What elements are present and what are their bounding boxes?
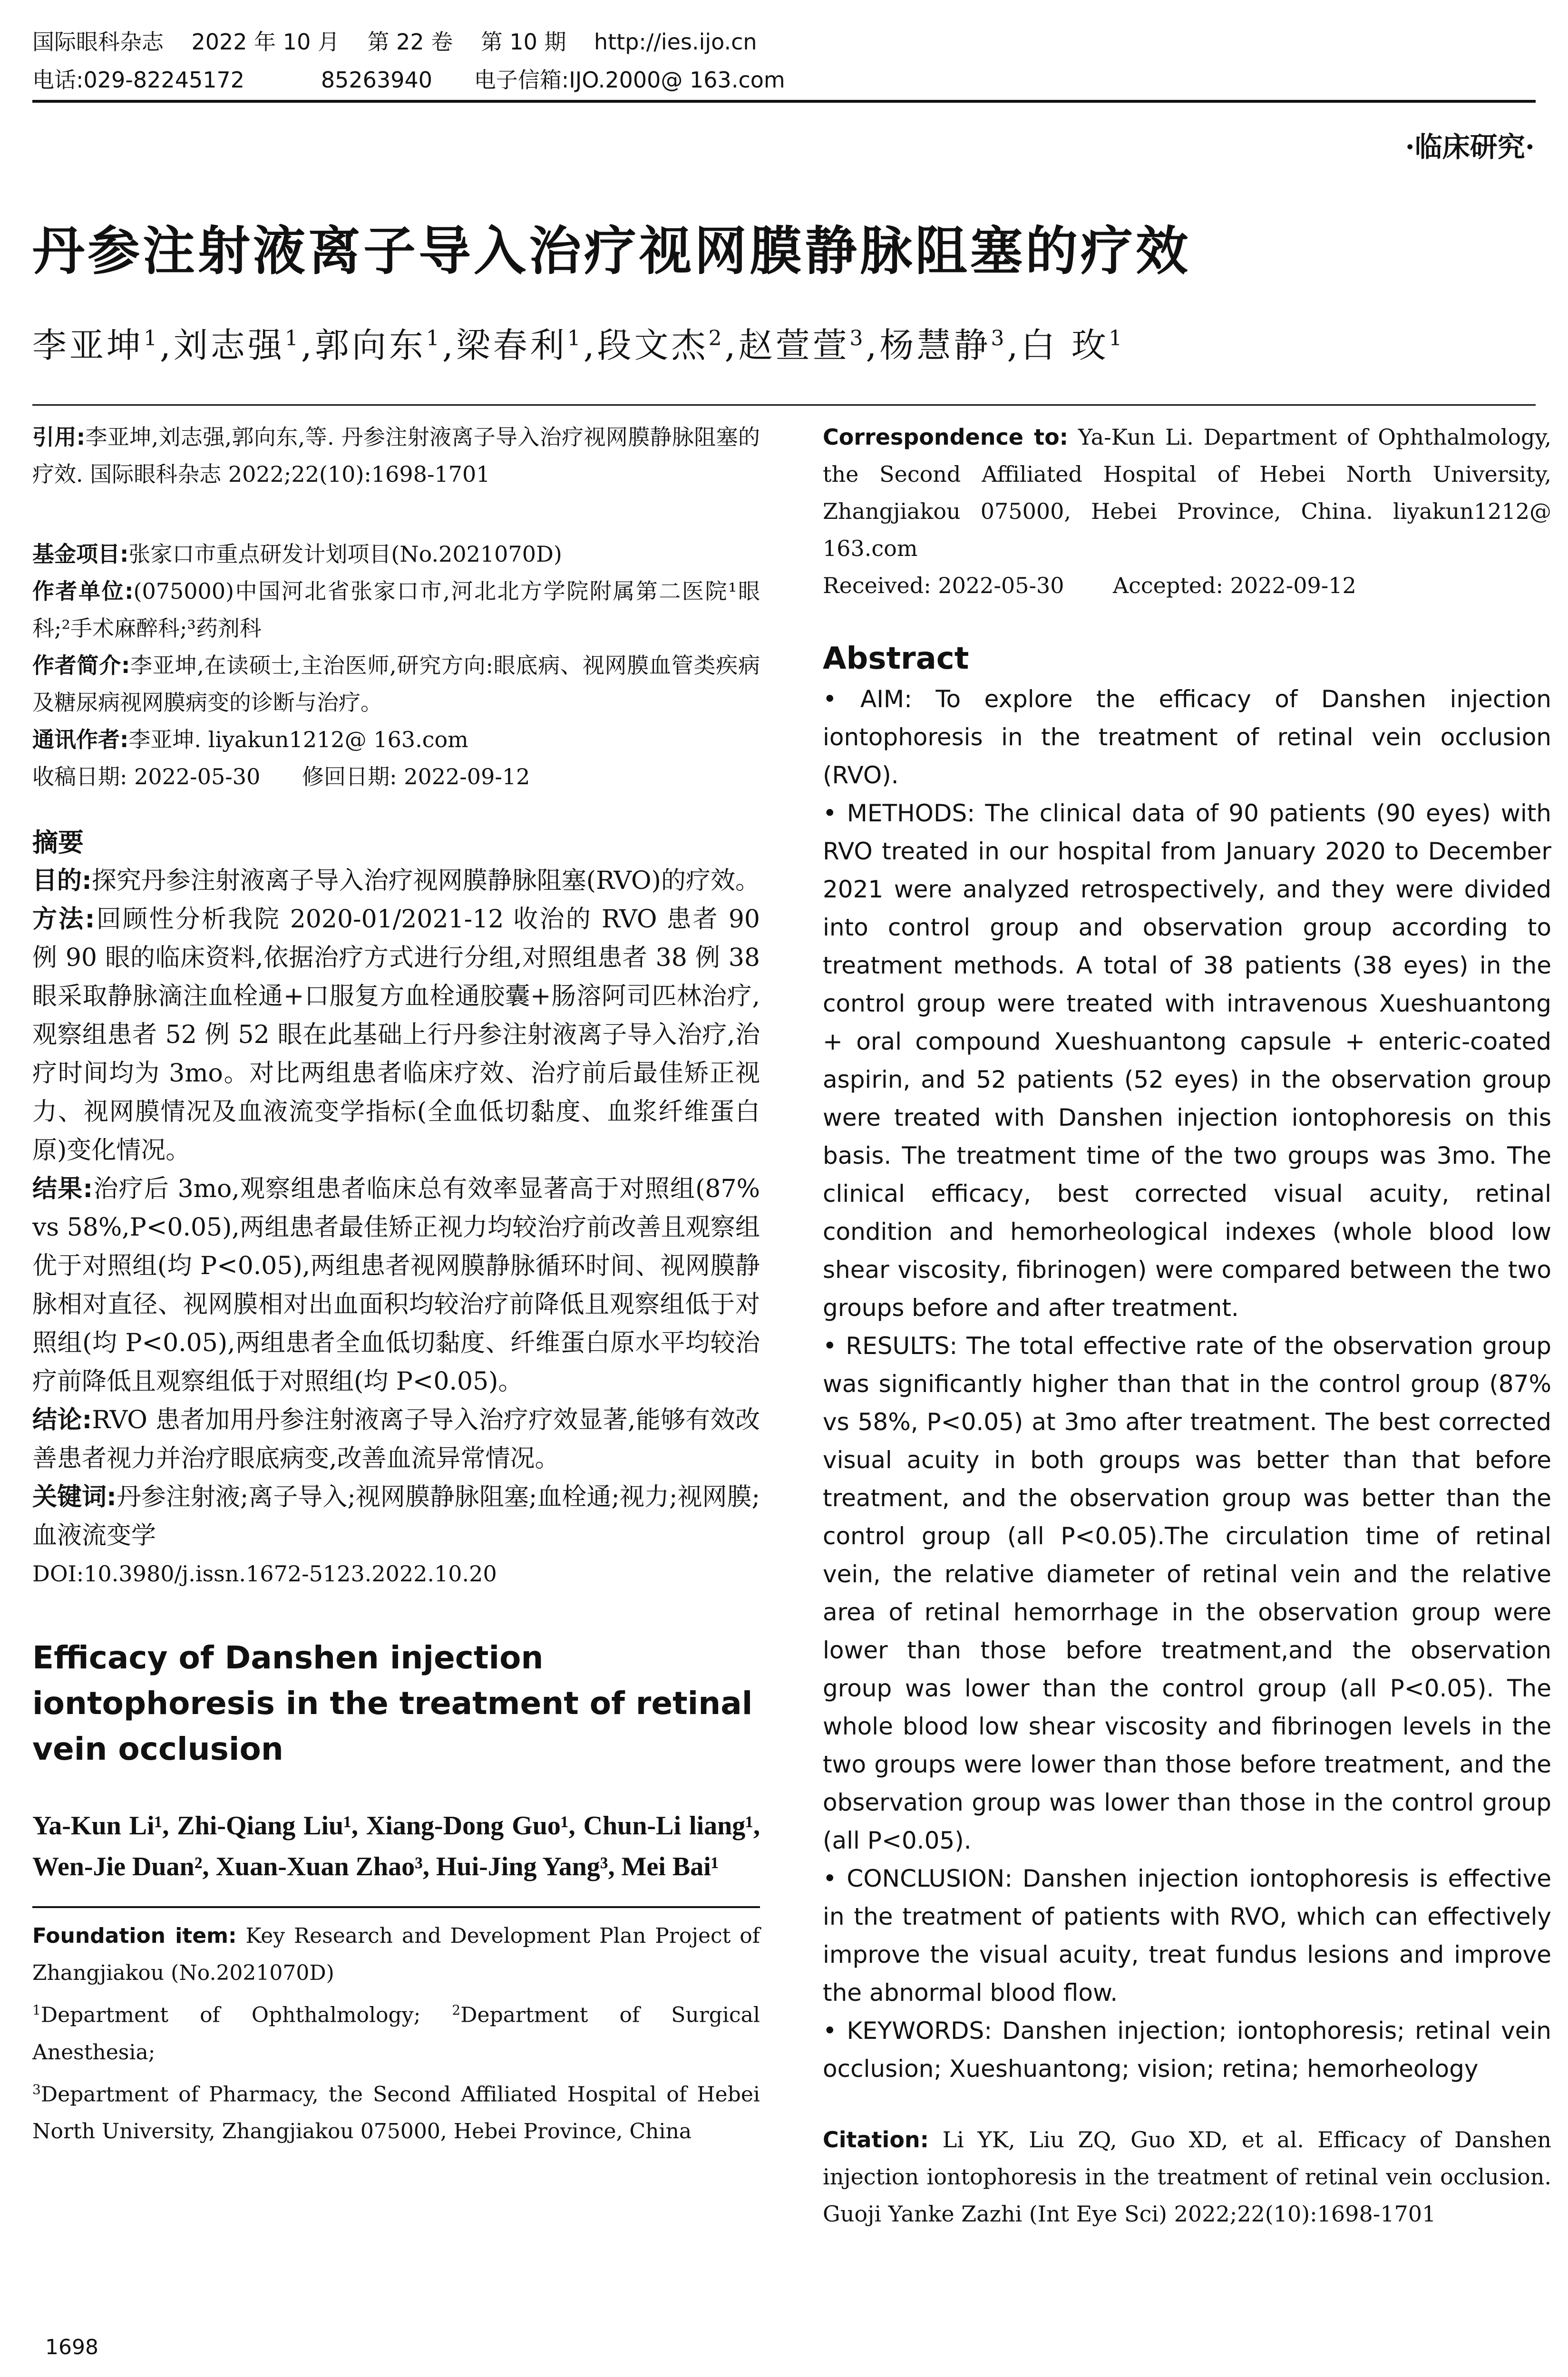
abstract-heading-en: Abstract (823, 641, 969, 676)
corresponding-author-cn (32, 721, 760, 758)
citation-cn-text: 李亚坤,刘志强,郭向东,等. 丹参注射液离子导入治疗视网膜静脉阻塞的疗效. 国际眼科杂志 2022;22(10):1698-1701 (32, 424, 760, 487)
author-list-cn (32, 318, 1125, 367)
abstract-heading-cn: 摘要 (32, 828, 84, 857)
article-title-en: Efficacy of Danshen injection iontophoresis in the treatment of retinal vein occlusion (32, 1639, 753, 1767)
section-tag: ·临床研究· (1405, 131, 1535, 163)
author-cn-name: 郭向东 (314, 325, 426, 365)
kw-cn-text: 丹参注射液;离子导入;视网膜静脉阻塞;血栓通;视力;视网膜;血液流变学 (32, 1483, 760, 1550)
author-cn-name: 段文杰 (597, 325, 709, 365)
corr-en-text: Ya-Kun Li. Department of Ophthalmology, the Second Affiliated Hospital of Hebei North University, Zhangjiakou 075000, Hebei Province, China. liyakun1212@ 163.com (823, 424, 1552, 561)
dates-en: Received: 2022-05-30 Accepted: 2022-09-12 (823, 573, 1356, 598)
results-cn-text: 治疗后 3mo,观察组患者临床总有效率显著高于对照组(87% vs 58%,P<0.05),两组患者最佳矫正视力均较治疗前改善且观察组优于对照组(均 P<0.05),两组患者视网膜静脉循环时间、视网膜静脉相对直径、视网膜相对出血面积均较治疗前降低且观察组低于对照组(均 P<0.05),两组患者全血低切黏度、纤维蛋白原水平均较治疗前降低且观察组低于对照组(均 P<0.05)。 (32, 1175, 760, 1396)
author-cn-affil-mark: 1 (284, 326, 301, 351)
methods-cn-text: 回顾性分析我院 2020-01/2021-12 收治的 RVO 患者 90 例 90 眼的临床资料,依据治疗方式进行分组,对照组患者 38 例 38 眼采取静脉滴注血栓通+口服复方血栓通胶囊+肠溶阿司匹林治疗,观察组患者 52 例 52 眼在此基础上行丹参注射液离子导入治疗,治疗时间均为 3mo。对比两组患者临床疗效、治疗前后最佳矫正视力、视网膜情况及血液流变学指标(全血低切黏度、血浆纤维蛋白原)变化情况。 (32, 905, 760, 1165)
concl-cn-label: 结论: (32, 1406, 92, 1434)
aim-cn-label: 目的: (32, 867, 92, 895)
abstract-conclusion-cn (32, 1401, 760, 1478)
fund-label: 基金项目: (32, 541, 129, 567)
affil-1: Department of Ophthalmology; (40, 2003, 452, 2027)
page-number: 1698 (45, 2335, 98, 2359)
abstract-methods-cn (32, 900, 760, 1170)
author-cn-separator: , (442, 325, 456, 365)
unit-label: 作者单位: (32, 578, 134, 604)
author-cn-name: 梁春利 (456, 325, 567, 365)
abstract-aim-en: • AIM: To explore the efficacy of Danshen injection iontophoresis in the treatment of retinal vein occlusion (RVO). (823, 685, 1551, 789)
author-cn-affil-mark: 2 (708, 326, 725, 351)
author-cn-affil-mark: 3 (849, 326, 866, 351)
author-cn-separator: , (160, 325, 174, 365)
author-cn-separator: , (866, 325, 880, 365)
author-cn-affil-mark: 1 (144, 326, 160, 351)
foundation-item (32, 1918, 760, 1992)
author-cn-affil-mark: 1 (426, 326, 442, 351)
dates-cn: 收稿日期: 2022-05-30 修回日期: 2022-09-12 (32, 764, 530, 789)
author-cn-name: 刘志强 (173, 325, 285, 365)
bio-text: 李亚坤,在读硕士,主治医师,研究方向:眼底病、视网膜血管类疾病及糖尿病视网膜病变的诊断与治疗。 (32, 653, 760, 715)
header-rule (32, 100, 1536, 103)
citation-en (823, 2121, 1551, 2232)
author-cn-affil-mark: 3 (991, 326, 1007, 351)
author-cn-separator: , (583, 325, 597, 365)
author-bio (32, 647, 760, 721)
author-cn-separator: , (724, 325, 739, 365)
author-cn-name: 李亚坤 (32, 325, 144, 365)
fund-item (32, 536, 760, 573)
foundation-label: Foundation item: (32, 1924, 237, 1948)
affiliation-3: $^3$Department of Pharmacy, the Second Affiliated Hospital of Hebei North University, Zhangjiakou 075000, Hebei Province, China (32, 2081, 760, 2144)
abstract-results-en: • RESULTS: The total effective rate of the observation group was significantly higher than that in the control group (87% vs 58%, P<0.05) at 3mo after treatment. The best corrected visual acuity in both groups was better than that before treatment, and the observation group was better than the control group (all P<0.05).The circulation time of retinal vein, the relative diameter of retinal vein and the relative area of retinal hemorrhage in the observation group were lower than those before treatment,and the observation group was lower than the control group (all P<0.05). The whole blood low shear viscosity and fibrinogen levels in the two groups were lower than those before treatment, and the observation group was lower than those in the control group (all P<0.05). (823, 1332, 1551, 1854)
title-separator (32, 404, 1536, 406)
affiliations-1-2: $^1$Department of Ophthalmology; $^2$Department of Surgical Anesthesia; (32, 2002, 760, 2065)
author-list-en: Ya-Kun Li¹, Zhi-Qiang Liu¹, Xiang-Dong Guo¹, Chun-Li liang¹, Wen-Jie Duan², Xuan-Xuan Zhao³, Hui-Jing Yang³, Mei Bai¹ (32, 1811, 760, 1881)
author-unit (32, 573, 760, 647)
citation-en-label: Citation: (823, 2127, 929, 2153)
affil-2: Department of Surgical Anesthesia; (32, 2003, 760, 2065)
journal-header-line1: 国际眼科杂志 2022 年 10 月 第 22 卷 第 10 期 http://ies.ijo.cn (32, 29, 757, 55)
left-column (32, 419, 760, 2150)
author-cn-name: 白 玫 (1021, 325, 1109, 365)
abstract-conclusion-en: • CONCLUSION: Danshen injection iontophoresis is effective in the treatment of patients with RVO, which can effectively improve the visual acuity, treat fundus lesions and improve the abnormal blood flow. (823, 1865, 1551, 2007)
abstract-aim-cn (32, 862, 760, 900)
bio-label: 作者简介: (32, 653, 130, 678)
results-cn-label: 结果: (32, 1175, 93, 1203)
abstract-results-cn (32, 1170, 760, 1401)
journal-header-line2: 电话:029-82245172 85263940 电子信箱:IJO.2000@ 163.com (32, 67, 785, 93)
corr-cn-text: 李亚坤. liyakun1212@ 163.com (128, 727, 468, 752)
citation-cn (32, 419, 760, 493)
abstract-methods-en: • METHODS: The clinical data of 90 patients (90 eyes) with RVO treated in our hospital from January 2020 to December 2021 were analyzed retrospectively, and they were divided into control group and observation group according to treatment methods. A total of 38 patients (38 eyes) in the control group were treated with intravenous Xueshuantong + oral compound Xueshuantong capsule + enteric-coated aspirin, and 52 patients (52 eyes) in the observation group were treated with Danshen injection iontophoresis on this basis. The treatment time of the two groups was 3mo. The clinical efficacy, best corrected visual acuity, retinal condition and hemorheological indexes (whole blood low shear viscosity, fibrinogen) were compared between the two groups before and after treatment. (823, 799, 1551, 1322)
doi: DOI:10.3980/j.issn.1672-5123.2022.10.20 (32, 1561, 497, 1587)
foundation-text: Key Research and Development Plan Project of Zhangjiakou (No.2021070D) (32, 1924, 760, 1985)
author-cn-name: 赵萱萱 (738, 325, 850, 365)
author-cn-separator: , (1007, 325, 1021, 365)
methods-cn-label: 方法: (32, 905, 95, 934)
concl-cn-text: RVO 患者加用丹参注射液离子导入治疗疗效显著,能够有效改善患者视力并治疗眼底病变,改善血流异常情况。 (32, 1406, 760, 1473)
author-cn-separator: , (301, 325, 315, 365)
right-column (823, 419, 1551, 2232)
unit-text: (075000)中国河北省张家口市,河北北方学院附属第二医院¹眼科;²手术麻醉科;³药剂科 (32, 578, 760, 641)
keywords-en: • KEYWORDS: Danshen injection; iontophoresis; retinal vein occlusion; Xueshuantong; vision; retina; hemorheology (823, 2017, 1551, 2083)
author-cn-name: 杨慧静 (879, 325, 991, 365)
corr-cn-label: 通讯作者: (32, 727, 129, 752)
corr-en-label: Correspondence to: (823, 424, 1069, 450)
aim-cn-text: 探究丹参注射液离子导入治疗视网膜静脉阻塞(RVO)的疗效。 (91, 867, 760, 895)
citation-cn-label: 引用: (32, 424, 86, 450)
fund-text: 张家口市重点研发计划项目(No.2021070D) (128, 541, 562, 567)
kw-cn-label: 关键词: (32, 1483, 117, 1511)
affil-3: Department of Pharmacy, the Second Affiliated Hospital of Hebei North University, Zhangjiakou 075000, Hebei Province, China (32, 2082, 760, 2144)
author-cn-affil-mark: 1 (567, 326, 584, 351)
article-title-cn: 丹参注射液离子导入治疗视网膜静脉阻塞的疗效 (32, 221, 1191, 282)
author-cn-affil-mark: 1 (1109, 326, 1125, 351)
citation-en-text: Li YK, Liu ZQ, Guo XD, et al. Efficacy of Danshen injection iontophoresis in the treatment of retinal vein occlusion. Guoji Yanke Zazhi (Int Eye Sci) 2022;22(10):1698-1701 (823, 2127, 1551, 2227)
correspondence-en (823, 419, 1551, 567)
english-author-rule (32, 1906, 760, 1908)
keywords-cn (32, 1478, 760, 1555)
